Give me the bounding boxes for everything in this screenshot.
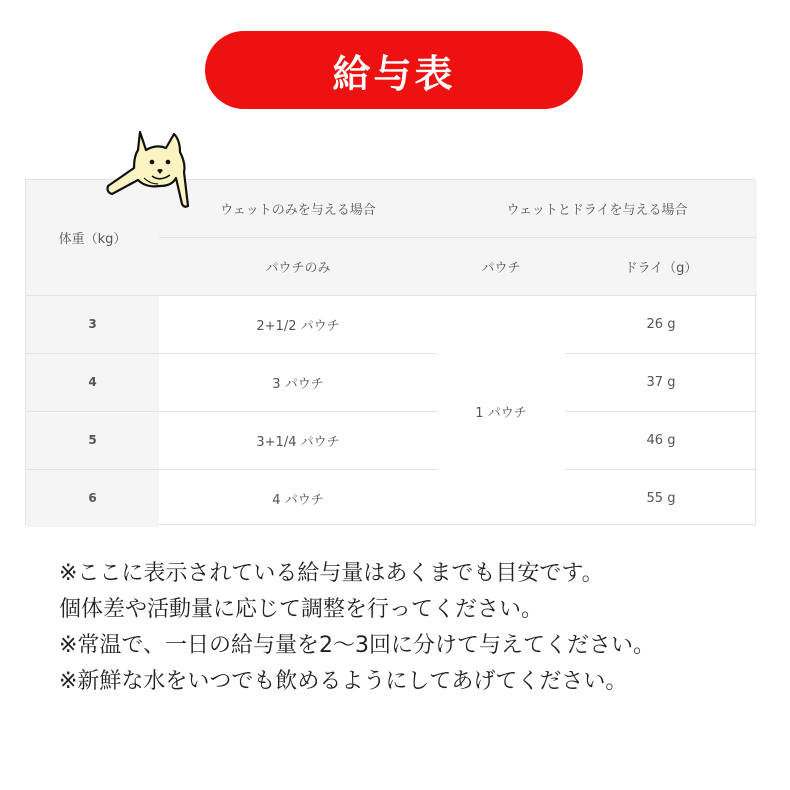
- note-line: ※ここに表示されている給与量はあくまでも目安です。: [59, 561, 604, 586]
- table-row: [26, 353, 757, 411]
- dry-cell: 55 g: [565, 469, 757, 527]
- subheader-pouch: パウチ: [437, 237, 565, 295]
- dry-cell: 46 g: [565, 411, 757, 469]
- weight-header: 体重（kg）: [26, 180, 159, 295]
- feeding-notes: [59, 556, 759, 700]
- dog-mascot-icon: [100, 128, 196, 212]
- table-row: [26, 295, 757, 353]
- title-banner: [205, 31, 583, 109]
- pouch-only-cell: 4 パウチ: [159, 469, 437, 527]
- weight-cell: 3: [26, 295, 159, 353]
- page-title: 給与表: [332, 51, 456, 96]
- pouch-only-cell: 3+1/4 パウチ: [159, 411, 437, 469]
- note-line: ※新鮮な水をいつでも飲めるようにしてあげてください。: [59, 669, 628, 694]
- pouch-merged-cell: 1 パウチ: [437, 295, 565, 527]
- subheader-pouch-only: パウチのみ: [159, 237, 437, 295]
- table-row: [26, 469, 757, 527]
- group-header-wet-dry: ウェットとドライを与える場合: [437, 180, 757, 237]
- table-row: [26, 411, 757, 469]
- note-line: 個体差や活動量に応じて調整を行ってください。: [59, 597, 544, 622]
- feeding-table: [25, 179, 756, 525]
- weight-cell: 6: [26, 469, 159, 527]
- dry-cell: 37 g: [565, 353, 757, 411]
- weight-cell: 5: [26, 411, 159, 469]
- pouch-only-cell: 2+1/2 パウチ: [159, 295, 437, 353]
- subheader-dry: ドライ（g）: [565, 237, 757, 295]
- dry-cell: 26 g: [565, 295, 757, 353]
- note-line: ※常温で、一日の給与量を2〜3回に分けて与えてください。: [59, 633, 655, 658]
- weight-cell: 4: [26, 353, 159, 411]
- pouch-only-cell: 3 パウチ: [159, 353, 437, 411]
- group-header-wet-only: ウェットのみを与える場合: [159, 180, 437, 237]
